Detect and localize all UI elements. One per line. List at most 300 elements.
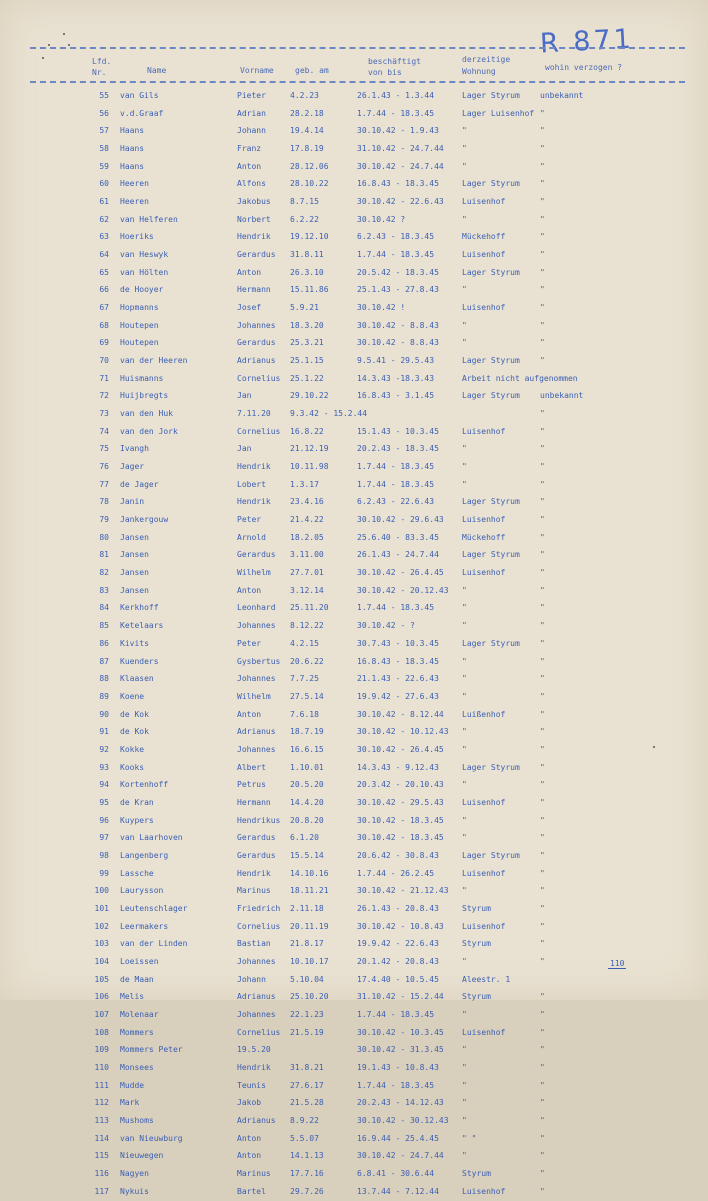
row-employment-period: 19.9.42 - 22.6.43 — [357, 939, 439, 949]
row-number: 74 — [99, 426, 109, 436]
row-number: 58 — [99, 144, 109, 154]
row-name: Kortenhoff — [120, 780, 169, 790]
row-name: Huijbregts — [120, 391, 169, 401]
row-name: van Helferen — [120, 214, 178, 224]
table-row — [0, 212, 708, 230]
table-row — [0, 1025, 708, 1043]
row-employment-period: 16.8.43 - 18.3.45 — [357, 179, 439, 189]
row-number: 100 — [94, 886, 109, 896]
row-number: 55 — [99, 91, 109, 100]
row-name: Loeissen — [120, 956, 159, 966]
table-row — [0, 742, 708, 760]
row-number: 68 — [99, 320, 109, 330]
row-employment-period: 19.1.43 - 10.8.43 — [357, 1062, 439, 1072]
row-moved-to: " — [540, 992, 545, 1002]
row-lodging: Luisenhof — [462, 868, 506, 878]
row-number: 111 — [94, 1080, 109, 1090]
row-lodging: " — [462, 285, 467, 295]
row-name: Mommers Peter — [120, 1045, 183, 1055]
row-employment-period: 20.3.42 - 20.10.43 — [357, 780, 444, 790]
table-row — [0, 1095, 708, 1113]
row-moved-to: " — [540, 1186, 545, 1196]
row-moved-to: " — [540, 1151, 545, 1161]
row-number: 107 — [94, 1009, 109, 1019]
row-first-name: Peter — [237, 638, 262, 648]
table-row — [0, 459, 708, 477]
row-first-name: Hermann — [237, 797, 271, 807]
row-number: 66 — [99, 285, 109, 295]
row-birth-date: 1.10.01 — [290, 762, 324, 772]
row-employment-period: 30.10.42 - 24.7.44 — [357, 161, 444, 171]
row-employment-period: 30.10.42 - 10.8.43 — [357, 921, 444, 931]
paper-speck — [653, 746, 655, 748]
row-lodging: Lager Styrum — [462, 356, 520, 366]
row-number: 104 — [94, 956, 109, 966]
row-lodging: " — [462, 144, 467, 154]
row-lodging: " — [462, 1151, 467, 1161]
row-birth-date: 15.5.14 — [290, 850, 324, 860]
row-employment-period: 30.10.42 - 24.7.44 — [357, 1151, 444, 1161]
row-number: 113 — [94, 1115, 109, 1125]
row-number: 78 — [99, 497, 109, 507]
row-moved-to: " — [540, 497, 545, 507]
row-employment-period: 17.4.40 - 10.5.45 — [357, 974, 439, 984]
row-first-name: Johann — [237, 974, 266, 984]
row-lodging: Styrum — [462, 939, 491, 949]
row-birth-date: 18.3.20 — [290, 320, 324, 330]
row-name: Haans — [120, 126, 145, 136]
row-first-name: Anton — [237, 1151, 262, 1161]
row-number: 115 — [94, 1151, 109, 1161]
row-birth-date: 27.7.01 — [290, 568, 324, 578]
row-number: 63 — [99, 232, 109, 242]
row-birth-date: 10.11.98 — [290, 462, 329, 472]
header-first-name: Vorname — [240, 66, 274, 75]
row-birth-date: 17.7.16 — [290, 1168, 324, 1178]
row-employment-period: 25.6.40 - 83.3.45 — [357, 532, 439, 542]
row-lodging: " — [462, 1062, 467, 1072]
row-lodging: Lager Styrum — [462, 91, 520, 100]
table-row — [0, 901, 708, 919]
row-employment-period: 31.10.42 - 24.7.44 — [357, 144, 444, 154]
row-employment-period: 19.9.42 - 27.6.43 — [357, 691, 439, 701]
row-first-name: Arnold — [237, 532, 266, 542]
row-lodging: " — [462, 956, 467, 966]
row-name: Jansen — [120, 585, 149, 595]
row-moved-to: " — [540, 161, 545, 171]
table-row — [0, 636, 708, 654]
register-table — [0, 88, 708, 1201]
row-lodging: " — [462, 585, 467, 595]
row-birth-date: 19.4.14 — [290, 126, 324, 136]
row-moved-to: " — [540, 144, 545, 154]
table-row — [0, 424, 708, 442]
table-row — [0, 494, 708, 512]
row-moved-to: " — [540, 1133, 545, 1143]
row-birth-date: 9.3.42 - 15.2.44 — [290, 409, 368, 419]
row-employment-period: 1.7.44 - 26.2.45 — [357, 868, 435, 878]
row-first-name: Josef — [237, 303, 262, 313]
table-row — [0, 247, 708, 265]
table-row — [0, 848, 708, 866]
row-birth-date: 7.6.18 — [290, 709, 319, 719]
row-number: 93 — [99, 762, 109, 772]
row-name: Lassche — [120, 868, 154, 878]
row-moved-to: " — [540, 691, 545, 701]
row-birth-date: 2.11.18 — [290, 903, 324, 913]
row-birth-date: 21.5.28 — [290, 1098, 324, 1108]
header-nr-line1: Lfd. — [92, 57, 112, 66]
row-birth-date: 26.3.10 — [290, 267, 324, 277]
row-employment-period: 30.10.42 - 21.12.43 — [357, 886, 449, 896]
row-moved-to: " — [540, 426, 545, 436]
row-employment-period: 30.10.42 - 18.3.45 — [357, 815, 444, 825]
row-name: van Laarhoven — [120, 833, 183, 843]
row-moved-to: " — [540, 1115, 545, 1125]
table-row — [0, 1042, 708, 1060]
row-first-name: Petrus — [237, 780, 266, 790]
row-number: 88 — [99, 674, 109, 684]
row-employment-period: 1.7.44 - 18.3.45 — [357, 250, 435, 260]
row-lodging: Aleestr. 1 — [462, 974, 511, 984]
row-number: 77 — [99, 479, 109, 489]
row-first-name: Gerardus — [237, 850, 276, 860]
row-birth-date: 27.6.17 — [290, 1080, 324, 1090]
row-lodging: " — [462, 1080, 467, 1090]
row-number: 109 — [94, 1045, 109, 1055]
row-employment-period: 30.10.42 - 18.3.45 — [357, 833, 444, 843]
row-moved-to: " — [540, 744, 545, 754]
row-number: 71 — [99, 373, 109, 383]
row-birth-date: 18.2.05 — [290, 532, 324, 542]
row-moved-to: " — [540, 214, 545, 224]
row-number: 67 — [99, 303, 109, 313]
row-birth-date: 16.6.15 — [290, 744, 324, 754]
table-row — [0, 689, 708, 707]
row-lodging: " — [462, 727, 467, 737]
row-first-name: Johannes — [237, 621, 276, 631]
row-employment-period: 6.2.43 - 18.3.45 — [357, 232, 435, 242]
table-row — [0, 830, 708, 848]
row-employment-period: 26.1.43 - 1.3.44 — [357, 91, 435, 100]
row-first-name: Johannes — [237, 320, 276, 330]
row-employment-period: 15.1.43 - 10.3.45 — [357, 426, 439, 436]
row-name: Jankergouw — [120, 515, 169, 525]
row-name: Nagyen — [120, 1168, 149, 1178]
row-name: Janin — [120, 497, 145, 507]
header-dob: geb. am — [295, 66, 329, 75]
row-name: Kooks — [120, 762, 145, 772]
row-lodging: Luißenhof — [462, 709, 506, 719]
row-employment-period: 20.5.42 - 18.3.45 — [357, 267, 439, 277]
row-employment-period: 6.2.43 - 22.6.43 — [357, 497, 435, 507]
table-row — [0, 600, 708, 618]
header-name: Name — [147, 66, 167, 75]
row-number: 81 — [99, 550, 109, 560]
row-moved-to: " — [540, 479, 545, 489]
row-first-name: Gerardus — [237, 338, 276, 348]
row-name: v.d.Graaf — [120, 108, 164, 118]
row-first-name: Hendrikus — [237, 815, 281, 825]
row-employment-period: 30.10.42 - 29.5.43 — [357, 797, 444, 807]
row-name: de Maan — [120, 974, 154, 984]
row-moved-to: " — [540, 444, 545, 454]
row-number: 105 — [94, 974, 109, 984]
row-name: Langenberg — [120, 850, 169, 860]
header-nr-line2: Nr. — [92, 68, 107, 77]
table-row — [0, 760, 708, 778]
row-moved-to: " — [540, 1168, 545, 1178]
row-first-name: Franz — [237, 144, 262, 154]
row-name: de Jager — [120, 479, 159, 489]
row-lodging: Luisenhof — [462, 1027, 506, 1037]
paper-speck — [42, 57, 44, 59]
row-lodging: " — [462, 674, 467, 684]
row-employment-period: 30.10.42 - 22.6.43 — [357, 197, 444, 207]
row-number: 116 — [94, 1168, 109, 1178]
row-moved-to: " — [540, 727, 545, 737]
row-name: Jager — [120, 462, 145, 472]
row-lodging: " — [462, 833, 467, 843]
row-lodging: Luisenhof — [462, 797, 506, 807]
row-lodging: Mückehoff — [462, 532, 506, 542]
table-row — [0, 989, 708, 1007]
table-row — [0, 229, 708, 247]
row-employment-period: 30.10.42 ? — [357, 214, 406, 224]
row-first-name: Cornelius — [237, 1027, 281, 1037]
row-employment-period: 30.10.42 - 26.4.45 — [357, 568, 444, 578]
row-name: van Hölten — [120, 267, 169, 277]
row-employment-period: 6.8.41 - 30.6.44 — [357, 1168, 435, 1178]
paper-speck — [63, 33, 65, 35]
row-employment-period: 21.1.43 - 22.6.43 — [357, 674, 439, 684]
row-moved-to: " — [540, 197, 545, 207]
row-moved-to: " — [540, 780, 545, 790]
row-first-name: Adrianus — [237, 356, 276, 366]
row-birth-date: 16.8.22 — [290, 426, 324, 436]
table-row — [0, 530, 708, 548]
row-name: Melis — [120, 992, 145, 1002]
row-first-name: Marinus — [237, 886, 271, 896]
row-employment-period: 30.10.42 - 10.12.43 — [357, 727, 449, 737]
row-first-name: Cornelius — [237, 373, 281, 383]
row-number: 79 — [99, 515, 109, 525]
row-number: 102 — [94, 921, 109, 931]
row-number: 83 — [99, 585, 109, 595]
row-birth-date: 29.7.26 — [290, 1186, 324, 1196]
row-employment-period: 30.7.43 - 10.3.45 — [357, 638, 439, 648]
row-employment-period: 30.10.42 - 8.8.43 — [357, 338, 439, 348]
table-row — [0, 972, 708, 990]
row-name: Klaasen — [120, 674, 154, 684]
table-row — [0, 654, 708, 672]
row-employment-period: 30.10.42 - 1.9.43 — [357, 126, 439, 136]
row-name: Kerkhoff — [120, 603, 159, 613]
row-birth-date: 8.9.22 — [290, 1115, 319, 1125]
row-number: 103 — [94, 939, 109, 949]
row-moved-to: " — [540, 550, 545, 560]
row-first-name: Norbert — [237, 214, 271, 224]
row-birth-date: 4.2.15 — [290, 638, 319, 648]
row-employment-period: 30.10.42 - 26.4.45 — [357, 744, 444, 754]
row-first-name: Wilhelm — [237, 568, 271, 578]
row-birth-date: 29.10.22 — [290, 391, 329, 401]
row-first-name: 7.11.20 — [237, 409, 271, 419]
row-employment-period: 30.10.42 - 20.12.43 — [357, 585, 449, 595]
row-employment-period: 20.2.43 - 18.3.45 — [357, 444, 439, 454]
row-first-name: Bastian — [237, 939, 271, 949]
row-first-name: Johann — [237, 126, 266, 136]
table-row — [0, 813, 708, 831]
row-number: 89 — [99, 691, 109, 701]
row-number: 97 — [99, 833, 109, 843]
row-number: 82 — [99, 568, 109, 578]
row-birth-date: 6.2.22 — [290, 214, 319, 224]
row-moved-to: " — [540, 1027, 545, 1037]
row-name: Ivangh — [120, 444, 149, 454]
row-first-name: Gerardus — [237, 250, 276, 260]
row-lodging: Styrum — [462, 1168, 491, 1178]
row-employment-period: 26.1.43 - 20.8.43 — [357, 903, 439, 913]
row-birth-date: 21.5.19 — [290, 1027, 324, 1037]
row-name: Nieuwegen — [120, 1151, 164, 1161]
row-employment-period: 30.10.42 - 30.12.43 — [357, 1115, 449, 1125]
table-row — [0, 866, 708, 884]
row-first-name: Cornelius — [237, 426, 281, 436]
row-number: 114 — [94, 1133, 109, 1143]
row-name: de Hooyer — [120, 285, 164, 295]
row-lodging: " — [462, 621, 467, 631]
row-name: Heeren — [120, 179, 149, 189]
table-row — [0, 936, 708, 954]
row-name: Nykuis — [120, 1186, 149, 1196]
row-moved-to: " — [540, 903, 545, 913]
row-employment-period: 14.3.43 - 9.12.43 — [357, 762, 439, 772]
row-first-name: Adrianus — [237, 992, 276, 1002]
row-name: van der Linden — [120, 939, 188, 949]
row-first-name: Wilhelm — [237, 691, 271, 701]
table-row — [0, 406, 708, 424]
row-first-name: Adrian — [237, 108, 266, 118]
row-name: van den Jork — [120, 426, 178, 436]
row-number: 99 — [99, 868, 109, 878]
row-birth-date: 21.4.22 — [290, 515, 324, 525]
row-lodging: " — [462, 320, 467, 330]
table-row — [0, 777, 708, 795]
row-number: 90 — [99, 709, 109, 719]
row-first-name: Anton — [237, 585, 262, 595]
row-first-name: Bartel — [237, 1186, 266, 1196]
row-birth-date: 14.10.16 — [290, 868, 329, 878]
row-birth-date: 25.3.21 — [290, 338, 324, 348]
header-top-rule — [30, 47, 685, 49]
row-lodging: " — [462, 1045, 467, 1055]
row-number: 73 — [99, 409, 109, 419]
row-moved-to: " — [540, 939, 545, 949]
table-row — [0, 671, 708, 689]
row-number: 72 — [99, 391, 109, 401]
row-number: 87 — [99, 656, 109, 666]
row-moved-to: " — [540, 956, 545, 966]
table-row — [0, 883, 708, 901]
row-lodging: " — [462, 1115, 467, 1125]
header-lodging-line2: Wohnung — [462, 67, 496, 76]
row-name: Mark — [120, 1098, 140, 1108]
row-first-name: Hendrik — [237, 1062, 271, 1072]
row-name: Leutenschlager — [120, 903, 188, 913]
row-lodging: Styrum — [462, 992, 491, 1002]
row-lodging: " — [462, 161, 467, 171]
row-moved-to: " — [540, 656, 545, 666]
row-lodging: Lager Styrum — [462, 391, 520, 401]
row-name: Mommers — [120, 1027, 154, 1037]
row-name: Molenaar — [120, 1009, 159, 1019]
row-moved-to: " — [540, 638, 545, 648]
row-first-name: Anton — [237, 709, 262, 719]
row-lodging: " — [462, 780, 467, 790]
row-name: Monsees — [120, 1062, 154, 1072]
row-name: van der Heeren — [120, 356, 188, 366]
paper-speck — [68, 44, 70, 46]
row-moved-to: " — [540, 1009, 545, 1019]
row-lodging: Luisenhof — [462, 426, 506, 436]
row-birth-date: 3.12.14 — [290, 585, 324, 595]
row-lodging: Lager Styrum — [462, 550, 520, 560]
row-moved-to: " — [540, 1080, 545, 1090]
row-name: van Gils — [120, 91, 159, 100]
table-row — [0, 265, 708, 283]
row-number: 60 — [99, 179, 109, 189]
row-lodging: Lager Styrum — [462, 497, 520, 507]
row-first-name: Adrianus — [237, 1115, 276, 1125]
row-lodging: Lager Styrum — [462, 850, 520, 860]
row-employment-period: 16.9.44 - 25.4.45 — [357, 1133, 439, 1143]
row-lodging: " — [462, 1009, 467, 1019]
row-name: Kokke — [120, 744, 145, 754]
row-moved-to: " — [540, 603, 545, 613]
table-row — [0, 441, 708, 459]
table-row — [0, 565, 708, 583]
row-moved-to: " — [540, 568, 545, 578]
row-moved-to: " — [540, 532, 545, 542]
table-row — [0, 335, 708, 353]
row-moved-to: " — [540, 621, 545, 631]
row-employment-period: 1.7.44 - 18.3.45 — [357, 1009, 435, 1019]
row-moved-to: " — [540, 762, 545, 772]
row-number: 84 — [99, 603, 109, 613]
table-row — [0, 1184, 708, 1201]
table-row — [0, 353, 708, 371]
table-row — [0, 123, 708, 141]
row-lodging: Lager Luisenhof — [462, 108, 535, 118]
row-lodging: Luisenhof — [462, 1186, 506, 1196]
row-first-name: Lobert — [237, 479, 266, 489]
row-birth-date: 5.9.21 — [290, 303, 319, 313]
row-number: 62 — [99, 214, 109, 224]
row-number: 91 — [99, 727, 109, 737]
table-row — [0, 1131, 708, 1149]
row-name: Hoeriks — [120, 232, 154, 242]
row-first-name: Gysbertus — [237, 656, 281, 666]
row-employment-period: 9.5.41 - 29.5.43 — [357, 356, 435, 366]
row-name: Haans — [120, 144, 145, 154]
row-first-name: Alfons — [237, 179, 266, 189]
table-row — [0, 1166, 708, 1184]
table-row — [0, 618, 708, 636]
row-number: 98 — [99, 850, 109, 860]
row-name: van Heswyk — [120, 250, 169, 260]
row-employment-period: 1.7.44 - 18.3.45 — [357, 1080, 435, 1090]
